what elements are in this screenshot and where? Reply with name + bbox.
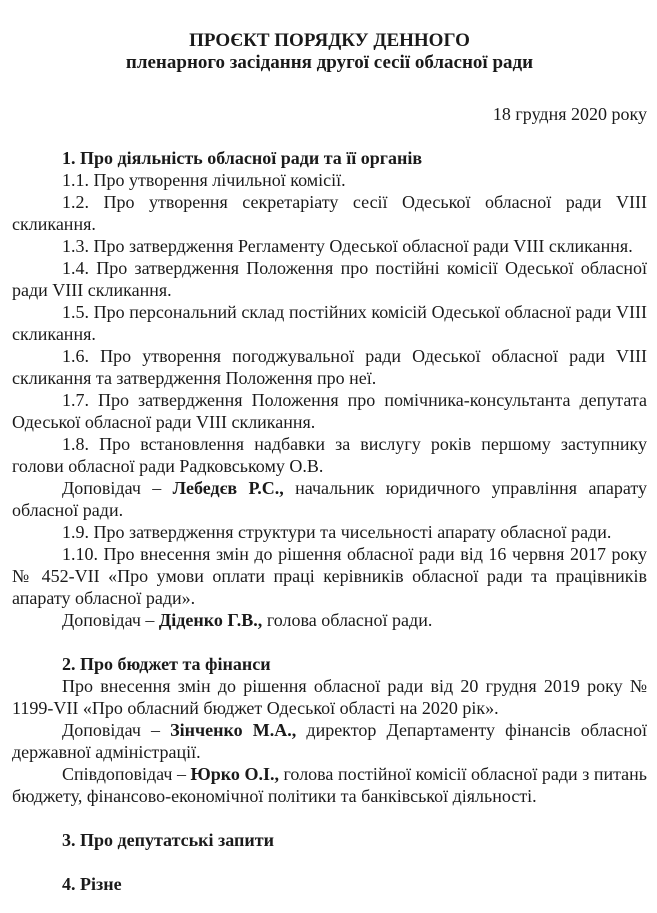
paragraph: [12, 191, 647, 235]
text-segment: Доповідач –: [62, 478, 173, 498]
document-body: [12, 147, 647, 895]
text-segment: Про внесення змін до рішення обласної ради від 20 грудня 2019 року № 1199-VII «Про обласний бюджет Одеської області на 2020 рік».: [12, 676, 647, 718]
paragraph: [12, 301, 647, 345]
paragraph: [12, 389, 647, 433]
text-segment: директор Департаменту фінансів обласної державної адміністрації.: [12, 720, 647, 762]
text-segment: 1.7. Про затвердження Положення про помічника-консультанта депутата Одеської обласної ради VIII скликання.: [12, 390, 647, 432]
text-segment: Доповідач –: [62, 720, 171, 740]
text-segment: Співдоповідач –: [62, 764, 191, 784]
text-segment: 1.8. Про встановлення надбавки за вислугу років першому заступнику голови обласної ради Радковському О.В.: [12, 434, 647, 476]
paragraph: [12, 543, 647, 609]
paragraph: [12, 719, 647, 763]
section-heading: 2. Про бюджет та фінанси: [62, 654, 271, 674]
paragraph: [12, 257, 647, 301]
paragraph: [12, 169, 647, 191]
text-segment: голова постійної комісії обласної ради з питань бюджету, фінансово-економічної політики та банківської діяльності.: [12, 764, 648, 806]
text-segment: Доповідач –: [62, 610, 159, 630]
paragraph: [12, 235, 647, 257]
title-line-2: пленарного засідання другої сесії обласної ради: [125, 52, 534, 73]
speaker-name: Лебедєв Р.С.,: [172, 478, 284, 498]
paragraph: [12, 609, 647, 631]
text-segment: 1.9. Про затвердження структури та чисельності апарату обласної ради.: [62, 522, 612, 542]
speaker-name: Юрко О.І.,: [190, 764, 279, 784]
speaker-name: Зінченко М.А.,: [170, 720, 297, 740]
paragraph: [12, 477, 647, 521]
section-heading: 1. Про діяльність обласної ради та її органів: [62, 148, 423, 168]
document-date: 18 грудня 2020 року: [492, 104, 647, 124]
text-segment: голова обласної ради.: [262, 610, 433, 630]
paragraph: [12, 675, 647, 719]
paragraph: [12, 763, 647, 807]
speaker-name: Діденко Г.В.,: [158, 610, 263, 630]
text-segment: 1.4. Про затвердження Положення про постійні комісії Одеської обласної ради VIII скликання.: [12, 258, 647, 300]
text-segment: 1.5. Про персональний склад постійних комісій Одеської обласної ради VIII скликання.: [12, 302, 647, 344]
section-heading: 4. Різне: [62, 874, 122, 894]
title-line-1: ПРОЄКТ ПОРЯДКУ ДЕННОГО: [189, 30, 470, 51]
paragraph: [12, 521, 647, 543]
text-segment: начальник юридичного управління апарату обласної ради.: [12, 478, 647, 520]
paragraph: [12, 433, 647, 477]
document-title: [12, 30, 647, 74]
section-heading: 3. Про депутатські запити: [62, 830, 274, 850]
paragraph: [12, 345, 647, 389]
text-segment: 1.3. Про затвердження Регламенту Одеської обласної ради VIII скликання.: [62, 236, 633, 256]
text-segment: 1.6. Про утворення погоджувальної ради Одеської обласної ради VIII скликання та затвердження Положення про неї.: [12, 346, 647, 388]
text-segment: 1.1. Про утворення лічильної комісії.: [62, 170, 346, 190]
text-segment: 1.10. Про внесення змін до рішення обласної ради від 16 червня 2017 року № 452-VII «Про умови оплати праці керівників обласної ради та працівників апарату обласної ради».: [12, 544, 647, 608]
text-segment: 1.2. Про утворення секретаріату сесії Одеської обласної ради VIII скликання.: [12, 192, 647, 234]
